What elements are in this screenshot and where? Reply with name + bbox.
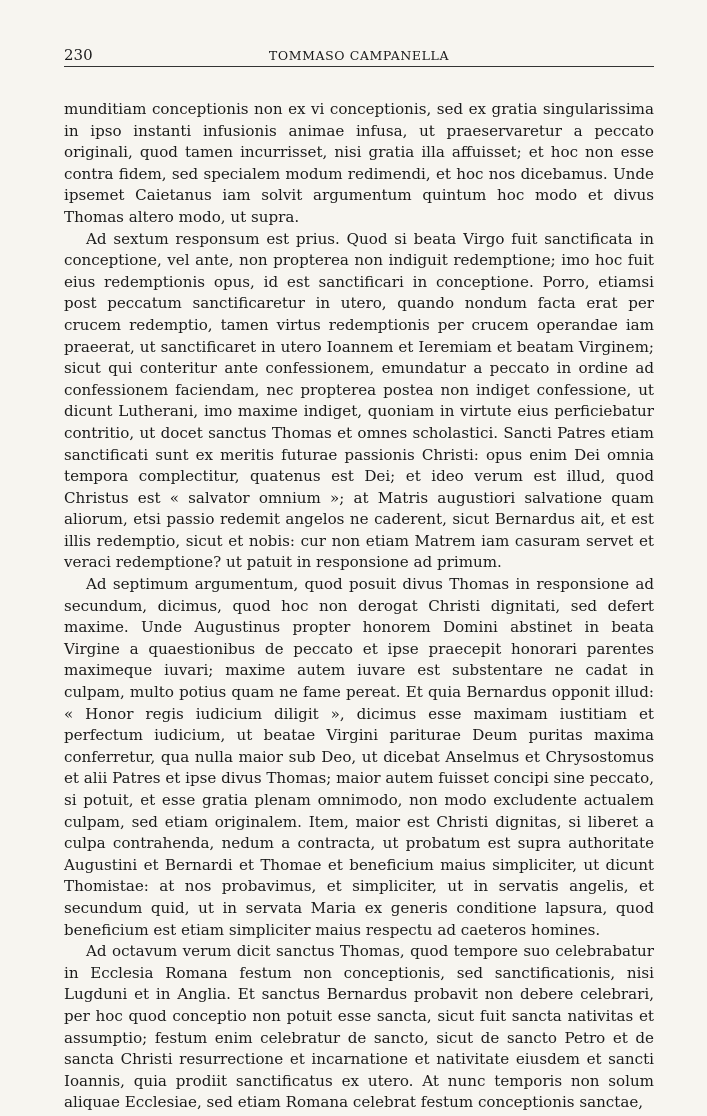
paragraph: munditiam conceptionis non ex vi conceptionis, sed ex gratia singularissima in ipso instanti infusionis animae infusa, ut praeservaretur a peccato originali, quod tamen incurrisset, nisi gratia illa affuisset; et hoc non esse contra fidem, sed specialem modum redimendi, et hoc nos dicebamus. Unde ipsemet Caietanus iam solvit argumentum quintum hoc modo et divus Thomas altero modo, ut supra. bbox=[64, 100, 654, 226]
book-page bbox=[64, 40, 654, 1114]
page-number: 230 bbox=[64, 46, 93, 64]
paragraph: Ad sextum responsum est prius. Quod si beata Virgo fuit sanctificata in conceptione, vel ante, non propterea non indiguit redemptione; imo hoc fuit eius redemptionis opus, id est sanctificari in conceptione. Porro, etiamsi post peccatum sanctificaretur in utero, quando nondum facta erat per crucem redemptio, tamen virtus redemptionis per crucem operandae iam praeerat, ut sanctificaret in utero Ioannem et Ieremiam et beatam Virginem; sicut qui conteritur ante confessionem, emundatur a peccato in ordine ad confessionem faciendam, nec propterea postea non indiget confessione, ut dicunt Lutherani, imo maxime indiget, quoniam in virtute eius perficiebatur contritio, ut docet sanctus Thomas et omnes scholastici. Sancti Patres etiam sanctificati sunt ex meritis futurae passionis Christi: opus enim Dei omnia tempora complectitur, quatenus est Dei; et ideo verum est illud, quod Christus est « salvator omnium »; at Matris augustiori salvatione quam aliorum, etsi passio redemit angelos ne caderent, sicut Bernardus ait, et est illis redemptio, sicut et nobis: cur non etiam Matrem iam casuram servet et veraci redemptione? ut patuit in responsione ad primum. bbox=[64, 229, 654, 572]
body-text bbox=[64, 99, 654, 1114]
paragraph: Ad septimum argumentum, quod posuit divus Thomas in responsione ad secundum, dicimus, quod hoc non derogat Christi dignitati, sed defert maxime. Unde Augustinus propter honorem Domini abstinet in beata Virgine a quaestionibus de peccato et ipse praecepit honorari parentes maximeque iuvari; maxime autem iuvare est substentare ne cadat in culpam, multo potius quam ne fame pereat. Et quia Bernardus opponit illud: « Honor regis iudicium diligit », dicimus esse maximam iustitiam et perfectum iudicium, ut beatae Virgini pariturae Deum puritas maxima conferretur, qua nulla maior sub Deo, ut dicebat Anselmus et Chrysostomus et alii Patres et ipse divus Thomas; maior autem fuisset concipi sine peccato, si potuit, et esse gratia plenam omnimodo, non modo excludente actualem culpam, sed etiam originalem. Item, maior est Christi dignitas, si liberet a culpa contrahenda, nedum a contracta, ut probatum est supra authoritate Augustini et Bernardi et Thomae et beneficium maius simpliciter, ut dicunt Thomistae: at nos probavimus, et simpliciter, ut in servatis angelis, et secundum quid, ut in servata Maria ex generis conditione lapsura, quod beneficium est etiam simpliciter maius respectu ad caeteros homines. bbox=[64, 575, 654, 939]
paragraph: Ad octavum verum dicit sanctus Thomas, quod tempore suo celebrabatur in Ecclesia Romana festum non conceptionis, sed sanctificationis, nisi Lugduni et in Anglia. Et sanctus Bernardus probavit non debere celebrari, per hoc quod conceptio non potuit esse sancta, sicut fuit sancta nativitas et assumptio; festum enim celebratur de sancto, sicut de sancto Petro et de sancta Christi resurrectione et incarnatione et nativitate eiusdem et sancti Ioannis, quia prodiit sanctificatus ex utero. At nunc temporis non solum aliquae Ecclesiae, sed etiam Romana celebrat festum conceptionis sanctae, bbox=[64, 942, 654, 1112]
running-head: TOMMASO CAMPANELLA bbox=[268, 48, 450, 63]
page-header bbox=[64, 40, 654, 67]
